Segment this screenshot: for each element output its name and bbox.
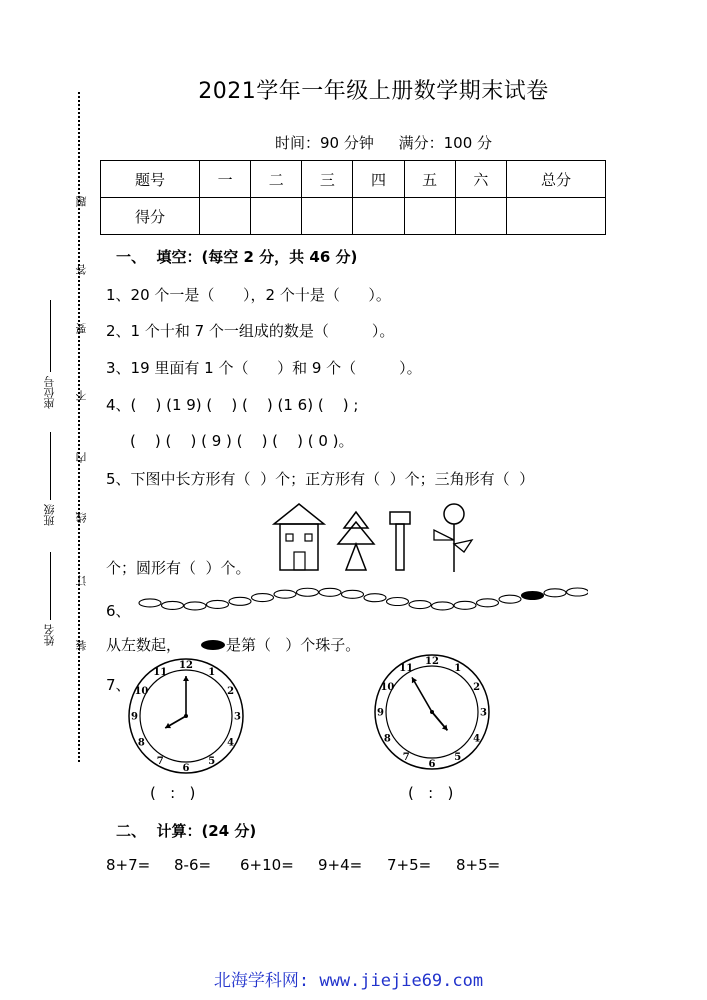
section2-heading: 二、 计算：(24 分): [116, 822, 257, 840]
calc-problem: 8+5=: [456, 856, 501, 874]
score-cell[interactable]: [200, 198, 251, 235]
table-cell: 一: [200, 161, 251, 198]
house-window-square: [305, 534, 312, 541]
house-roof-triangle: [274, 504, 324, 524]
score-cell[interactable]: [506, 198, 605, 235]
bead: [274, 590, 296, 598]
score-cell[interactable]: [302, 198, 353, 235]
bead: [252, 594, 274, 602]
clock-number: 4: [473, 733, 481, 745]
tree-triangle: [338, 522, 374, 544]
clock-number: 9: [131, 711, 138, 723]
tree-triangle: [346, 544, 366, 570]
bead: [319, 588, 341, 596]
sign-rectangle: [390, 512, 410, 524]
name-label: 姓名: [43, 624, 56, 646]
score-table-score-row: [101, 198, 606, 235]
bead: [454, 601, 476, 609]
bead: [477, 599, 499, 607]
table-cell: 六: [455, 161, 506, 198]
seat-underline: [50, 300, 51, 372]
binding-char: 内: [75, 452, 88, 463]
clock-number: 11: [153, 666, 168, 678]
bead: [364, 594, 386, 602]
clock-number: 10: [134, 685, 149, 697]
binding-char: 题: [75, 196, 88, 207]
clock-number: 10: [380, 681, 395, 693]
table-cell: 得分: [101, 198, 200, 235]
score-cell[interactable]: [251, 198, 302, 235]
clock-number: 8: [383, 733, 391, 745]
footer-website[interactable]: 北海学科网: www.jiejie69.com: [213, 971, 484, 991]
question-5-line1: 5、下图中长方形有（ ）个；正方形有（ ）个；三角形有（ ）: [106, 470, 535, 488]
clock-number: 7: [156, 756, 164, 768]
exam-info: [30, 132, 707, 153]
clock-number: 12: [425, 656, 439, 667]
bead: [387, 598, 409, 606]
clock-center: [430, 710, 434, 714]
exam-time: 时间：90 分钟: [274, 134, 374, 152]
exam-full-score: 满分：100 分: [398, 134, 493, 152]
table-cell: 五: [404, 161, 455, 198]
sign-post-rectangle: [396, 524, 404, 570]
bead: [184, 602, 206, 610]
score-cell[interactable]: [404, 198, 455, 235]
calc-problem: 8+7=: [106, 856, 151, 874]
clock-number: 12: [179, 660, 193, 671]
flower-circle: [444, 504, 464, 524]
table-cell: 二: [251, 161, 302, 198]
question-1: 1、20 个一是（ ），2 个十是（ ）。: [106, 286, 391, 304]
house-body-rectangle: [280, 524, 318, 570]
calc-problem: 6+10=: [240, 856, 294, 874]
bead: [162, 601, 184, 609]
clock-minute-hand-tip: [183, 676, 189, 681]
calc-problem: 8-6=: [174, 856, 212, 874]
score-cell[interactable]: [455, 198, 506, 235]
clock-number: 1: [454, 662, 462, 674]
bead: [229, 597, 251, 605]
table-cell: 四: [353, 161, 404, 198]
calc-problem: 9+4=: [318, 856, 363, 874]
clock-minute-hand: [412, 677, 432, 712]
bead-string: [138, 582, 588, 616]
binding-char: 订: [75, 575, 88, 586]
question-2: 2、1 个十和 7 个一组成的数是（ ）。: [106, 322, 395, 340]
class-label: 班级: [43, 504, 56, 526]
question-4-line1: 4、( ) (1 9) ( ) ( ) (1 6) ( ) ;: [106, 396, 359, 414]
page-title: 2021学年一年级上册数学期末试卷: [198, 79, 549, 104]
clock-number: 3: [480, 707, 487, 719]
clock-number: 2: [473, 681, 481, 693]
shapes-figure: [268, 500, 478, 576]
clock-number: 1: [208, 666, 216, 678]
clock-center: [184, 714, 188, 718]
clock-number: 4: [227, 737, 235, 749]
section1-heading: 一、 填空：(每空 2 分，共 46 分): [116, 248, 358, 266]
flower-leaf-triangle: [454, 540, 472, 552]
question-7-label: 7、: [106, 676, 131, 694]
bead: [432, 602, 454, 610]
binding-char: 线: [75, 512, 88, 523]
bead: [139, 599, 161, 607]
score-table: [100, 160, 606, 235]
clock-number: 2: [227, 685, 235, 697]
clock-1: [126, 656, 246, 776]
bead: [297, 588, 319, 596]
clock-2-answer: ( : ): [408, 784, 454, 802]
score-table-header-row: [101, 161, 606, 198]
clock-number: 5: [208, 756, 216, 768]
binding-dotted-line: [78, 92, 80, 762]
clock-2: [372, 652, 492, 772]
question-6-label: 6、: [106, 602, 131, 620]
clock-number: 3: [234, 711, 241, 723]
table-cell: 三: [302, 161, 353, 198]
question-6-prefix: 从左数起，: [106, 636, 182, 654]
bead: [499, 595, 521, 603]
clock-number: 7: [402, 752, 410, 764]
house-window-square: [286, 534, 293, 541]
binding-char: 要: [75, 323, 88, 334]
bead: [207, 600, 229, 608]
black-bead-icon: [200, 639, 226, 651]
clock-number: 5: [454, 752, 462, 764]
tree-triangle: [344, 512, 368, 528]
clock-number: 6: [182, 763, 190, 774]
score-cell[interactable]: [353, 198, 404, 235]
binding-char: 装: [75, 640, 88, 651]
black-bead: [522, 591, 544, 599]
bead: [567, 588, 589, 596]
class-underline: [50, 432, 51, 500]
table-cell: 题号: [101, 161, 200, 198]
bead: [409, 601, 431, 609]
question-4-line2: ( ) ( ) ( 9 ) ( ) ( ) ( 0 )。: [130, 432, 354, 450]
clock-number: 11: [399, 662, 414, 674]
question-5-line2: 个；圆形有（ ）个。: [106, 559, 251, 577]
binding-char: 答: [75, 264, 88, 275]
bead: [342, 590, 364, 598]
seat-label: 座位号: [43, 376, 56, 409]
question-3: 3、19 里面有 1 个（ ）和 9 个（ ）。: [106, 359, 422, 377]
clock-number: 9: [377, 707, 384, 719]
clock-number: 8: [137, 737, 145, 749]
calc-problem: 7+5=: [387, 856, 432, 874]
table-cell: 总分: [506, 161, 605, 198]
house-door-rectangle: [294, 552, 305, 570]
clock-number: 6: [428, 759, 436, 770]
binding-char: 不: [75, 390, 88, 401]
bead: [544, 589, 566, 597]
flower-leaf-triangle: [434, 530, 454, 540]
clock-1-answer: ( : ): [150, 784, 196, 802]
question-6-suffix: 是第（ ）个珠子。: [226, 636, 361, 654]
name-underline: [50, 552, 51, 620]
